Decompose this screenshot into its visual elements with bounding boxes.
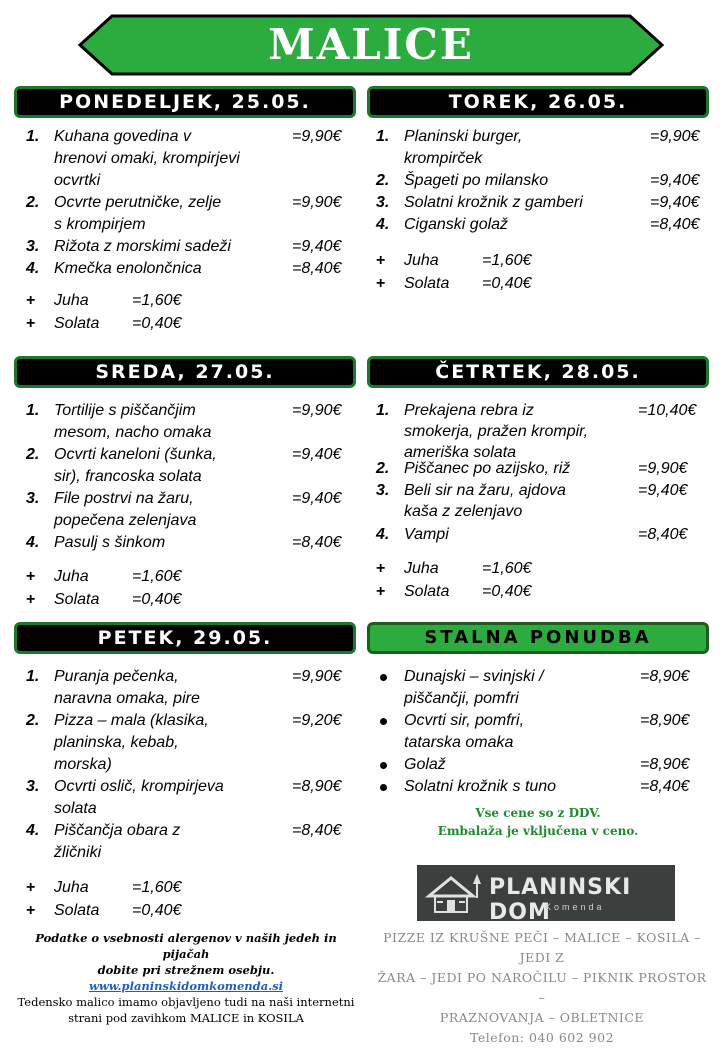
friday-item-name: žličniki bbox=[54, 844, 102, 861]
monday-extra-plus: + bbox=[26, 315, 36, 332]
monday-item-price: =8,40€ bbox=[292, 260, 342, 277]
logo-subtitle: Komenda bbox=[545, 902, 605, 912]
thursday-item-price: =10,40€ bbox=[638, 402, 697, 419]
wednesday-item-number: 3. bbox=[26, 490, 40, 507]
monday-extra-price: =0,40€ bbox=[132, 315, 182, 332]
tuesday-item-name: Ciganski golaž bbox=[404, 216, 509, 233]
monday-item-number: 2. bbox=[26, 194, 40, 211]
planinski-dom-logo bbox=[417, 865, 675, 925]
monday-item-name: Ocvrte perutničke, zelje bbox=[54, 194, 222, 211]
monday-item-name: Kmečka enolončnica bbox=[54, 260, 202, 277]
friday-item-price: =8,90€ bbox=[292, 778, 342, 795]
tuesday-extra-plus: + bbox=[376, 275, 386, 292]
wednesday-header: SREDA, 27.05. bbox=[14, 356, 356, 388]
friday-extra-name: Solata bbox=[54, 902, 100, 919]
stalna-item-price: =8,90€ bbox=[640, 756, 690, 773]
monday-item-price: =9,90€ bbox=[292, 194, 342, 211]
tagline-line-1: PIZZE IZ KRUŠNE PEČI – MALICE – KOSILA – JEDI Z bbox=[383, 930, 701, 965]
monday-item-number: 1. bbox=[26, 128, 40, 145]
tuesday-extra-price: =1,60€ bbox=[482, 252, 532, 269]
wednesday-item-number: 4. bbox=[26, 534, 40, 551]
wednesday-item-name: popečena zelenjava bbox=[54, 512, 197, 529]
friday-item-number: 3. bbox=[26, 778, 40, 795]
website-link[interactable]: www.planinskidomkomenda.si bbox=[88, 979, 283, 993]
stalna-bullet bbox=[380, 784, 387, 791]
tuesday-item-price: =9,40€ bbox=[650, 172, 700, 189]
thursday-item-name: Piščanec po azijsko, riž bbox=[404, 460, 571, 477]
logo-name: PLANINSKI DOM bbox=[489, 875, 632, 925]
monday-item-name: s krompirjem bbox=[54, 216, 146, 233]
friday-item-price: =9,90€ bbox=[292, 668, 342, 685]
friday-item-name: Ocvrti oslič, krompirjeva bbox=[54, 778, 224, 795]
wednesday-extra-plus: + bbox=[26, 591, 36, 608]
wednesday-item-name: Tortilije s piščančjim bbox=[54, 402, 196, 419]
thursday-item-price: =8,40€ bbox=[638, 526, 688, 543]
friday-extra-name: Juha bbox=[54, 879, 89, 896]
monday-item-name: Rižota z morskimi sadeži bbox=[54, 238, 231, 255]
thursday-extra-price: =0,40€ bbox=[482, 583, 532, 600]
tuesday-item-price: =8,40€ bbox=[650, 216, 700, 233]
friday-item-number: 2. bbox=[26, 712, 40, 729]
thursday-item-name: smokerja, pražen krompir, bbox=[404, 423, 589, 440]
monday-item-price: =9,40€ bbox=[292, 238, 342, 255]
friday-item-name: planinska, kebab, bbox=[54, 734, 179, 751]
wednesday-item-name: sir), francoska solata bbox=[54, 468, 202, 485]
friday-extra-price: =1,60€ bbox=[132, 879, 182, 896]
thursday-item-name: Vampi bbox=[404, 526, 449, 543]
tuesday-item-number: 4. bbox=[376, 216, 390, 233]
stalna-bullet bbox=[380, 674, 387, 681]
monday-item-price: =9,90€ bbox=[292, 128, 342, 145]
thursday-header: ČETRTEK, 28.05. bbox=[367, 356, 709, 388]
wednesday-item-price: =9,40€ bbox=[292, 490, 342, 507]
thursday-item-price: =9,90€ bbox=[638, 460, 688, 477]
wednesday-item-price: =9,90€ bbox=[292, 402, 342, 419]
friday-item-name: morska) bbox=[54, 756, 112, 773]
phone-number: Telefon: 040 602 902 bbox=[469, 1030, 615, 1045]
stalna-item-price: =8,40€ bbox=[640, 778, 690, 795]
tuesday-item-number: 2. bbox=[376, 172, 390, 189]
stalna-item-name: Solatni krožnik s tuno bbox=[404, 778, 557, 795]
thursday-item-price: =9,40€ bbox=[638, 482, 688, 499]
tuesday-item-name: Solatni krožnik z gamberi bbox=[404, 194, 583, 211]
friday-item-number: 1. bbox=[26, 668, 40, 685]
monday-extra-plus: + bbox=[26, 292, 36, 309]
monday-item-name: Kuhana govedina v bbox=[54, 128, 191, 145]
thursday-extra-plus: + bbox=[376, 583, 386, 600]
monday-extra-price: =1,60€ bbox=[132, 292, 182, 309]
wednesday-item-price: =9,40€ bbox=[292, 446, 342, 463]
friday-extra-plus: + bbox=[26, 902, 36, 919]
thursday-extra-plus: + bbox=[376, 560, 386, 577]
thursday-item-number: 4. bbox=[376, 526, 390, 543]
thursday-extra-price: =1,60€ bbox=[482, 560, 532, 577]
thursday-item-name: Beli sir na žaru, ajdova bbox=[404, 482, 566, 499]
friday-item-price: =9,20€ bbox=[292, 712, 342, 729]
allergen-line-2-text: dobite pri strežnem osebju. bbox=[97, 963, 275, 977]
wednesday-item-name: File postrvi na žaru, bbox=[54, 490, 194, 507]
wednesday-item-number: 1. bbox=[26, 402, 40, 419]
wednesday-extra-name: Juha bbox=[54, 568, 89, 585]
page-title: MALICE bbox=[268, 20, 474, 69]
vat-note: Vse cene so z DDV. bbox=[475, 806, 601, 820]
lodge-icon bbox=[425, 870, 487, 918]
monday-item-name: ocvrtki bbox=[54, 172, 101, 189]
friday-header: PETEK, 29.05. bbox=[14, 622, 356, 654]
tuesday-extra-name: Juha bbox=[404, 252, 439, 269]
stalna-item-name: Ocvrti sir, pomfri, bbox=[404, 712, 525, 729]
thursday-item-number: 3. bbox=[376, 482, 390, 499]
wednesday-extra-name: Solata bbox=[54, 591, 100, 608]
wednesday-extra-price: =1,60€ bbox=[132, 568, 182, 585]
friday-extra-plus: + bbox=[26, 879, 36, 896]
wednesday-item-price: =8,40€ bbox=[292, 534, 342, 551]
stalna-item-price: =8,90€ bbox=[640, 712, 690, 729]
services-tagline bbox=[372, 928, 712, 1048]
stalna-item-name: Dunajski – svinjski / bbox=[404, 668, 544, 685]
friday-item-number: 4. bbox=[26, 822, 40, 839]
allergen-line-3: Tedensko malico imamo objavljeno tudi na naši internetni bbox=[17, 995, 355, 1009]
allergen-line-2 bbox=[14, 962, 358, 994]
friday-item-name: Pizza – mala (klasika, bbox=[54, 712, 209, 729]
tuesday-item-number: 1. bbox=[376, 128, 390, 145]
monday-extra-name: Solata bbox=[54, 315, 100, 332]
friday-item-name: Piščančja obara z bbox=[54, 822, 181, 839]
wednesday-extra-plus: + bbox=[26, 568, 36, 585]
wednesday-item-number: 2. bbox=[26, 446, 40, 463]
tuesday-item-name: krompirček bbox=[404, 150, 483, 167]
thursday-item-name: Prekajena rebra iz bbox=[404, 402, 534, 419]
thursday-item-number: 1. bbox=[376, 402, 390, 419]
tuesday-extra-price: =0,40€ bbox=[482, 275, 532, 292]
stalna-item-name: Golaž bbox=[404, 756, 446, 773]
wednesday-extra-price: =0,40€ bbox=[132, 591, 182, 608]
wednesday-item-name: mesom, nacho omaka bbox=[54, 424, 212, 441]
tuesday-item-price: =9,90€ bbox=[650, 128, 700, 145]
monday-header: PONEDELJEK, 25.05. bbox=[14, 86, 356, 118]
thursday-item-number: 2. bbox=[376, 460, 390, 477]
wednesday-item-name: Pasulj s šinkom bbox=[54, 534, 166, 551]
thursday-item-name: kaša z zelenjavo bbox=[404, 503, 523, 520]
thursday-item-name: ameriška solata bbox=[404, 444, 517, 461]
title-banner bbox=[78, 14, 664, 76]
allergen-info bbox=[14, 930, 358, 1026]
stalna-ponudba-header: STALNA PONUDBA bbox=[367, 622, 709, 654]
tuesday-item-name: Špageti po milansko bbox=[404, 172, 549, 189]
thursday-extra-name: Juha bbox=[404, 560, 439, 577]
stalna-item-name: piščančji, pomfri bbox=[404, 690, 519, 707]
thursday-extra-name: Solata bbox=[404, 583, 450, 600]
friday-item-name: naravna omaka, pire bbox=[54, 690, 200, 707]
allergen-line-4: strani pod zavihkom MALICE in KOSILA bbox=[68, 1011, 304, 1025]
monday-item-number: 4. bbox=[26, 260, 40, 277]
monday-item-number: 3. bbox=[26, 238, 40, 255]
friday-item-name: solata bbox=[54, 800, 97, 817]
tuesday-item-name: Planinski burger, bbox=[404, 128, 523, 145]
packaging-note: Embalaža je vključena v ceno. bbox=[437, 824, 639, 838]
wednesday-item-name: Ocvrti kaneloni (šunka, bbox=[54, 446, 217, 463]
stalna-item-price: =8,90€ bbox=[640, 668, 690, 685]
tuesday-item-number: 3. bbox=[376, 194, 390, 211]
stalna-bullet bbox=[380, 762, 387, 769]
tuesday-extra-name: Solata bbox=[404, 275, 450, 292]
tuesday-extra-plus: + bbox=[376, 252, 386, 269]
monday-extra-name: Juha bbox=[54, 292, 89, 309]
friday-extra-price: =0,40€ bbox=[132, 902, 182, 919]
allergen-line-1: Podatke o vsebnosti alergenov v naših jedeh in pijačah bbox=[35, 931, 337, 961]
stalna-item-name: tatarska omaka bbox=[404, 734, 514, 751]
stalna-bullet bbox=[380, 718, 387, 725]
tagline-line-2: ŽARA – JEDI PO NAROČILU – PIKNIK PROSTOR – bbox=[377, 970, 707, 1005]
friday-item-price: =8,40€ bbox=[292, 822, 342, 839]
friday-item-name: Puranja pečenka, bbox=[54, 668, 179, 685]
tagline-line-3: PRAZNOVANJA – OBLETNICE bbox=[439, 1010, 645, 1025]
monday-item-name: hrenovi omaki, krompirjevi bbox=[54, 150, 240, 167]
tuesday-item-price: =9,40€ bbox=[650, 194, 700, 211]
tuesday-header: TOREK, 26.05. bbox=[367, 86, 709, 118]
